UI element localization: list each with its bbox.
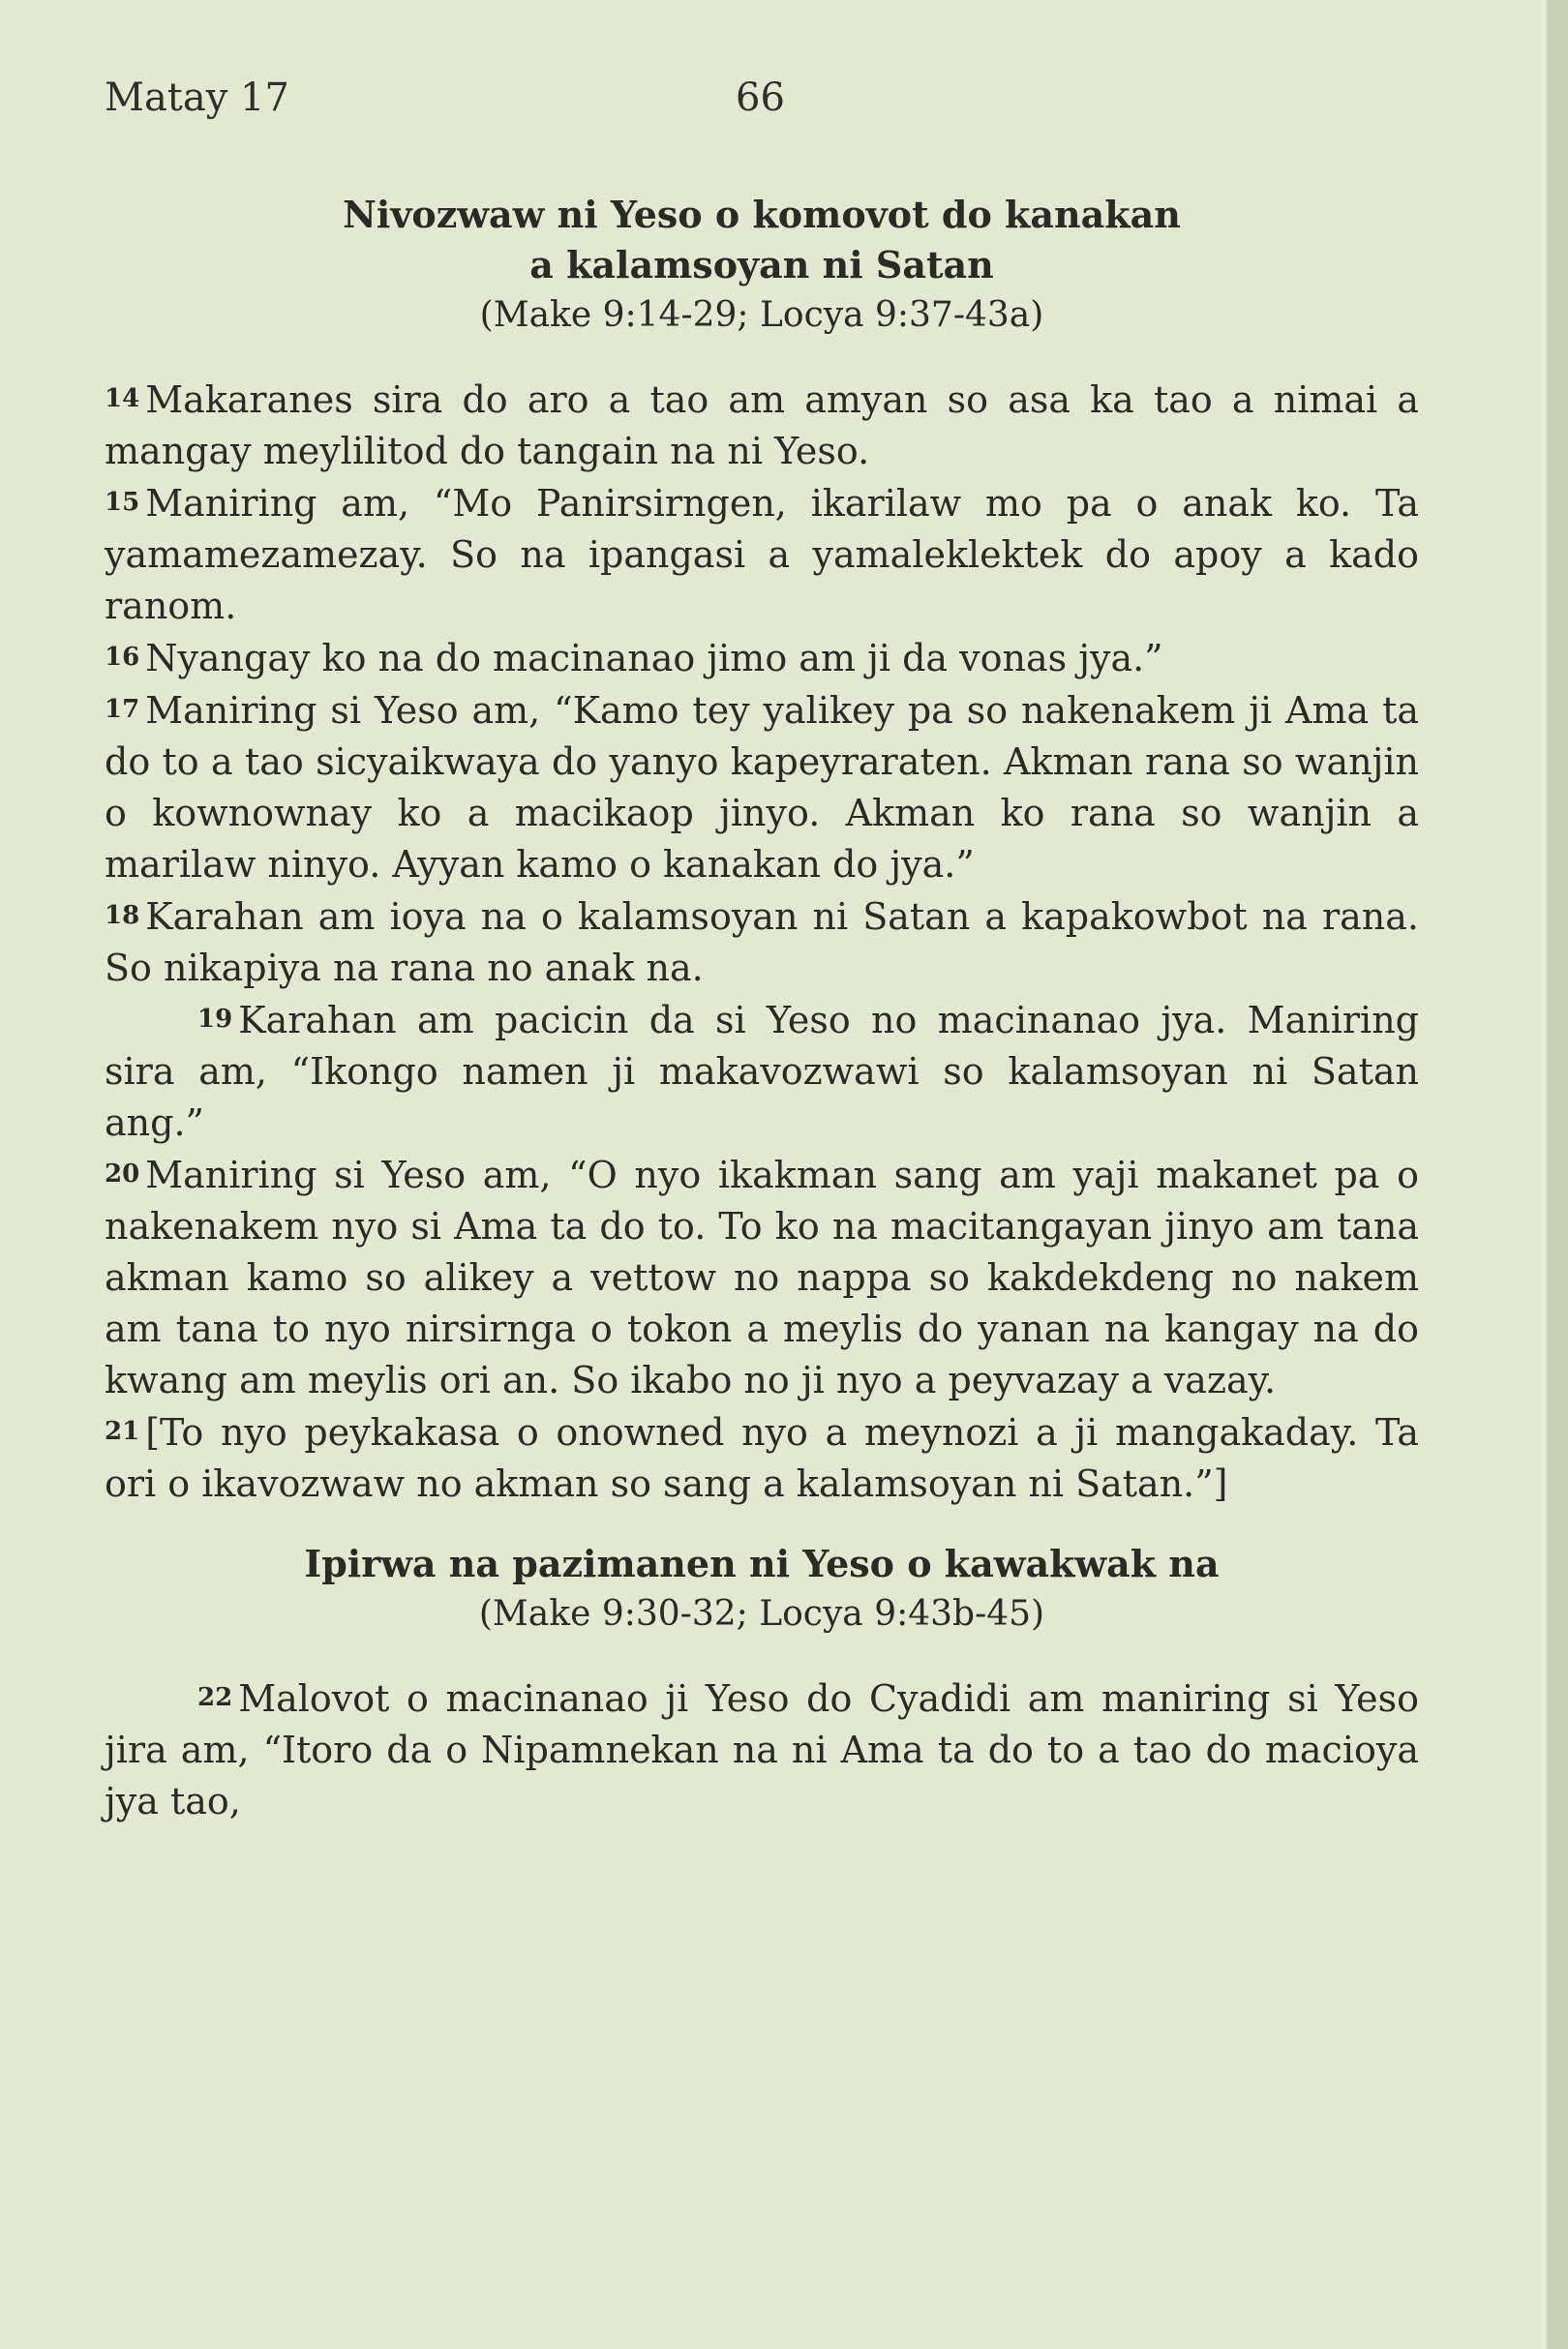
verse-number: 18 [105, 901, 140, 930]
section-heading-line1: Nivozwaw ni Yeso o komovot do kanakan [343, 193, 1181, 236]
verse-number: 22 [197, 1683, 233, 1712]
verse [105, 1149, 1419, 1406]
page-content [105, 190, 1419, 1827]
verse-number: 15 [105, 488, 140, 517]
verse-text: Nyangay ko na do macinanao jimo am ji da vonas jya.” [145, 637, 1163, 679]
page-number: 66 [736, 75, 785, 120]
verse [105, 994, 1419, 1149]
verse-text: Maniring am, “Mo Panirsirngen, ikarilaw mo pa o anak ko. Ta yamamezamezay. So na ipangasi a yamaleklektek do apoy a kado ranom. [105, 482, 1419, 627]
running-head [105, 75, 1431, 134]
verse [105, 1672, 1419, 1827]
verse-text: Malovot o macinanao ji Yeso do Cyadidi am maniring si Yeso jira am, “Itoro da o Nipamnekan na ni Ama ta do to a tao do macioya jya tao, [105, 1677, 1419, 1822]
section2-verses [105, 1672, 1419, 1827]
verse [105, 374, 1419, 477]
verse [105, 684, 1419, 890]
verse [105, 477, 1419, 632]
verse-text: Karahan am pacicin da si Yeso no macinanao jya. Maniring sira am, “Ikongo namen ji makavozwawi so kalamsoyan ni Satan ang.” [105, 999, 1419, 1144]
verse-number: 16 [105, 643, 140, 672]
verse-number: 14 [105, 384, 140, 413]
verse [105, 890, 1419, 994]
section2-heading: Ipirwa na pazimanen ni Yeso o kawakwak na [304, 1542, 1220, 1585]
section1-verses [105, 374, 1419, 1510]
verse-text: Maniring si Yeso am, “O nyo ikakman sang am yaji makanet pa o nakenakem nyo si Ama ta do to. To ko na macitangayan jinyo am tana akman kamo so alikey a vettow no nappa so kakdekdeng no nakem am tana to nyo nirsirnga o tokon a meylis do yanan na kangay na do kwang am meylis ori an. So ikabo no ji nyo a peyvazay a vazay. [105, 1154, 1419, 1401]
section2-cross-references: (Make 9:30-32; Locya 9:43b-45) [478, 1594, 1045, 1634]
verse-number: 19 [197, 1005, 233, 1034]
book-chapter-label: Matay 17 [105, 75, 289, 120]
verse-text: Makaranes sira do aro a tao am amyan so asa ka tao a nimai a mangay meylilitod do tangain na ni Yeso. [105, 378, 1419, 472]
verse-number: 21 [105, 1417, 140, 1446]
verse-text: [To nyo peykakasa o onowned nyo a meynozi a ji mangakaday. Ta ori o ikavozwaw no akman so sang a kalamsoyan ni Satan.”] [105, 1411, 1419, 1505]
verse-text: Maniring si Yeso am, “Kamo tey yalikey pa so nakenakem ji Ama ta do to a tao sicyaikwaya do yanyo kapeyraraten. Akman rana so wanjin o kownownay ko a macikaop jinyo. Akman ko rana so wanjin a marilaw ninyo. Ayyan kamo o kanakan do jya.” [105, 689, 1419, 886]
verse-text: Karahan am ioya na o kalamsoyan ni Satan a kapakowbot na rana. So nikapiya na rana no anak na. [105, 895, 1419, 989]
verse-number: 20 [105, 1159, 140, 1189]
section-cross-references: (Make 9:14-29; Locya 9:37-43a) [479, 295, 1044, 335]
page-gutter-edge [1547, 0, 1568, 2349]
verse-number: 17 [105, 695, 140, 724]
verse [105, 1406, 1419, 1510]
verse [105, 632, 1419, 684]
section-heading-line2: a kalamsoyan ni Satan [529, 243, 994, 286]
